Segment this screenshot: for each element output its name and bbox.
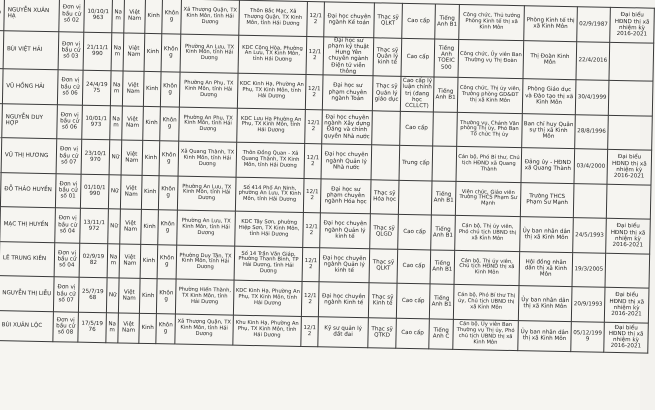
cell-theory: Cao cấp	[400, 111, 434, 146]
cell-edu: 12/12	[301, 281, 319, 316]
cell-pro: Đại học chuyên ngành Quản lý kinh tế	[320, 213, 371, 248]
cell-code: Đơn vị bầu cử số 07	[53, 277, 79, 312]
cell-ethnic: Kinh	[145, 0, 163, 33]
cell-work: Ủy ban nhân dân thị xã Kinh Môn	[520, 217, 574, 253]
cell-pro: Đại học chuyên ngành Quản lý kinh tế	[319, 247, 370, 282]
cell-address: Số 14 Trần Văn Giáp, Phường Thanh Bình, TP Hải Dương, tỉnh Hải Dương	[234, 246, 303, 282]
cell-nation: Việt Nam	[121, 140, 143, 175]
cell-party: 05/12/1999	[571, 321, 605, 352]
cell-pro: Đại học chuyên ngành Kế toán	[324, 2, 375, 37]
cell-work: Phòng Kinh tế thị xã Kinh Môn	[524, 6, 578, 42]
cell-code: Đơn vị bầu cử số 06	[57, 104, 83, 139]
cell-pro: Đại học sư phạm chuyên ngành Hóa học	[320, 178, 371, 213]
cell-address: KDC Lưu Hạ Phường An Phụ, TX Kinh Môn, tỉnh Hải Dương	[237, 108, 306, 144]
cell-ethnic: Kinh	[140, 244, 158, 279]
cell-name: VŨ THỊ HƯƠNG	[1, 138, 57, 174]
cell-edu: 12/12	[304, 143, 322, 178]
cell-sex: Nữ	[106, 278, 119, 313]
cell-birthplace: Phường An Lưu, TX Kinh Môn, tỉnh Hải Dương	[177, 176, 236, 212]
cell-dob: 24/4/1975	[82, 70, 111, 105]
cell-lang: Tiếng Anh B1	[433, 77, 458, 112]
cell-pol: Thạc sỹ Quản lý giáo dục	[372, 76, 401, 111]
cell-religion: Không	[161, 33, 181, 72]
cell-code: Đơn vị bầu cử số 01	[55, 173, 81, 208]
cell-work: Ban chỉ huy Quân sự thị xã Kinh Môn	[522, 113, 576, 149]
cell-work: Phòng Giáo dục và Đào tạo thị xã Kinh Môn	[522, 79, 576, 115]
cell-party: 03/4/2000	[574, 149, 608, 184]
cell-edu: 12/12	[302, 247, 320, 282]
cell-address: KDC Kinh Hạ, Phường An Phụ, TX Kinh Môn, tỉnh Hải Dương	[233, 280, 302, 316]
cell-birthplace: Phường An Lưu, TX Kinh Môn, tỉnh Hải Dương	[177, 210, 236, 246]
cell-theory: Cao cấp	[396, 318, 430, 349]
cell-religion: Không	[156, 279, 176, 314]
cell-sex: Nam	[107, 243, 120, 278]
cell-party: 24/5/1993	[573, 218, 607, 253]
cell-address: Thôn Đồng Quan - Xã Quang Thành, TX Kinh Môn, tỉnh Hải Dương	[236, 142, 305, 178]
cell-name: MẠC THỊ HUYỀN	[0, 207, 55, 243]
cell-dob: 17/5/1976	[78, 312, 107, 343]
cell-council: Đại biểu HĐND thị xã nhiệm kỳ 2016-2021	[604, 287, 649, 322]
cell-birthplace: Phường Duy Tân, TX Kinh Môn, tỉnh Hải Dương	[176, 245, 235, 281]
cell-lang: Tiếng Anh B1	[431, 180, 456, 215]
cell-edu: 12/12	[306, 36, 324, 75]
cell-work: Thị Đoàn Kinh Môn	[523, 40, 577, 80]
cell-nation: Việt Nam	[120, 209, 142, 244]
cell-theory: Cao cấp	[402, 3, 436, 38]
cell-ethnic: Kinh	[139, 313, 157, 343]
cell-party: 22/4/2016	[576, 41, 610, 80]
cell-address: KDC Cộng Hòa, Phường An Lưu, TX Kinh Môn, tỉnh Hải Dương	[238, 35, 307, 75]
cell-council: Đại biểu HĐND thị xã nhiệm kỳ 2016-2021	[607, 149, 652, 184]
cell-party: 20/9/1993	[571, 287, 605, 322]
cell-work: Ủy ban nhân dân thị xã Kinh Môn	[518, 286, 572, 322]
cell-nation: Việt Nam	[123, 32, 145, 71]
cell-code: Đơn vị bầu cử số 03	[58, 31, 84, 70]
cell-job: Cán bộ, Phó Bí thư Thị ủy, Chủ tịch UBND thị xã Kinh Môn	[453, 284, 519, 320]
cell-lang: Tiếng Anh C	[429, 318, 454, 348]
cell-name: LÊ TRUNG KIÊN	[0, 241, 55, 277]
cell-sex: Nữ	[108, 209, 121, 244]
cell-theory	[398, 180, 432, 215]
cell-ethnic: Kinh	[144, 33, 162, 72]
cell-religion: Không	[158, 175, 178, 210]
cell-lang: Tiếng Anh TOEIC 500	[434, 38, 459, 77]
cell-religion: Không	[160, 106, 180, 141]
cell-birthplace: Xã Thượng Quận, TX Kinh Môn, tỉnh Hải Dương	[181, 0, 240, 35]
cell-pol	[371, 145, 400, 180]
cell-council	[609, 42, 654, 81]
cell-pol	[372, 110, 401, 145]
cell-dob: 01/10/1990	[80, 174, 109, 209]
cell-dob: 10/10/1963	[84, 0, 113, 32]
cell-address: Số 414 Phố An Ninh, phường An Lưu, TX Kinh Môn, tỉnh Hải Dương	[235, 177, 304, 213]
cell-address: Khu Kinh Hạ, Phường An Phụ, TX Kinh Môn, tỉnh Hải Dương	[233, 315, 302, 346]
cell-council	[608, 80, 653, 115]
cell-lang	[432, 146, 457, 181]
cell-name: NGUYỄN XUÂN HẠ	[4, 0, 60, 31]
cell-theory: Cao cấp lý luận chính trị (đang học CCLLCT)	[400, 76, 434, 111]
cell-dob: 25/7/1968	[78, 277, 107, 312]
cell-name: NGUYỄN THỊ LIỄU	[0, 276, 54, 312]
cell-sex: Nam	[112, 0, 125, 32]
cell-lang: Tiếng Anh B1	[435, 4, 460, 39]
cell-pro: Đại học chuyên ngành Xây dựng Đảng và chính quyền Nhà nước	[322, 109, 373, 144]
cell-theory: Cao cấp	[398, 214, 432, 249]
cell-work: Ủy ban nhân dân thị xã Kinh Môn	[518, 320, 572, 351]
cell-code: Đơn vị bầu cử số 04	[55, 208, 81, 243]
cell-pro: Đại học sư phạm chuyên ngành Toán	[322, 75, 373, 110]
cell-job: Thường vụ, Chánh Văn phòng Thị ủy, Phó Ban Tổ chức Thị ủy	[457, 112, 523, 148]
cell-address: KDC Tây Sơn, phường Hiệp Sơn, TX Kinh Môn, tỉnh Hải Dương	[235, 211, 304, 247]
cell-nation: Việt Nam	[118, 278, 140, 313]
cell-party: 02/9/1987	[577, 7, 611, 42]
cell-work: Trường THCS Phạm Sư Mạnh	[520, 182, 574, 218]
cell-ethnic: Kinh	[141, 209, 159, 244]
cell-edu: 12/12	[305, 109, 323, 144]
cell-job: Công chức, Thủ tướng Phòng Kinh tế thị xã Kinh Môn	[459, 4, 525, 40]
cell-party: 28/8/1996	[575, 114, 609, 149]
cell-sex: Nam	[110, 71, 123, 106]
cell-edu: 12/12	[307, 2, 325, 37]
cell-birthplace: Phường Hiến Thành, TX Kinh Môn, tỉnh Hải Dương	[175, 279, 234, 315]
cell-code: Đơn vị bầu cử số 08	[53, 311, 79, 341]
cell-code: Đơn vị bầu cử số 07	[56, 139, 82, 174]
cell-name: NGUYỄN DUY HỢP	[2, 103, 58, 139]
cell-lang: Tiếng Anh B1	[430, 249, 455, 284]
cell-job: Cán bộ, Thị ủy viên, Phó chủ tịch UBND thị xã Kinh Môn	[455, 215, 521, 251]
cell-nation: Việt Nam	[118, 312, 140, 342]
cell-pol: Thạc sỹ Hóa học	[370, 179, 399, 214]
cell-name: ĐỖ THẢO HUYỀN	[0, 172, 56, 208]
cell-sex: Nam	[110, 105, 123, 140]
cell-dob: 21/11/1990	[83, 32, 112, 71]
cell-religion: Không	[156, 313, 176, 343]
cell-council	[605, 253, 650, 288]
cell-theory: Cao cấp	[396, 283, 430, 318]
cell-code: Đơn vị bầu cử số 04	[54, 242, 80, 277]
cell-council: Đại biểu HĐND thị xã nhiệm kỳ 2016-2021	[604, 322, 649, 353]
cell-ethnic: Kinh	[143, 71, 161, 106]
cell-birthplace: Xã Thượng Quận, TX Kinh Môn, tỉnh Hải Dương	[175, 314, 234, 345]
cell-pol: Thạc sỹ Quản lý kinh tế	[373, 37, 402, 76]
cell-theory: Cao cấp	[401, 38, 435, 77]
cell-religion: Không	[162, 0, 182, 34]
cell-dob: 10/01/1973	[82, 105, 111, 140]
cell-name: VŨ HỒNG HẢI	[2, 69, 58, 105]
cell-sex: Nam	[106, 312, 119, 342]
cell-job: Viên chức, Giáo viên Trường THCS Phạm Sư Mạnh	[455, 181, 521, 217]
cell-nation: Việt Nam	[122, 105, 144, 140]
cell-pol: Thạc sỹ Kinh tế	[368, 283, 397, 318]
cell-birthplace: Xã Quang Thành, TX Kinh Môn, tỉnh Hải Dương	[178, 141, 237, 177]
cell-pol: Thạc sỹ QTKD	[368, 317, 397, 348]
cell-edu: 12/12	[303, 178, 321, 213]
cell-birthplace: Phường An Lưu, TX Kinh Môn, tỉnh Hải Dương	[180, 34, 239, 74]
cell-council: Đại biểu HĐND thị xã nhiệm kỳ 2016-2021	[610, 7, 655, 42]
cell-nation: Việt Nam	[124, 0, 146, 33]
cell-dob: 13/11/1972	[80, 208, 109, 243]
cell-sex: Nữ	[109, 140, 122, 175]
cell-nation: Việt Nam	[120, 174, 142, 209]
cell-work: Hội đồng nhân dân thị xã Kinh Môn	[519, 251, 573, 287]
cell-religion: Không	[158, 210, 178, 245]
cell-job: Công chức, Ủy viên Ban Thường vụ Thị Đoàn	[458, 39, 524, 79]
cell-pol: Thạc sỹ QLKT	[369, 248, 398, 283]
cell-address: KDC Kinh Hạ, Phường An Phụ, TX Kinh Môn, tỉnh Hải Dương	[237, 73, 306, 109]
cell-council	[606, 184, 651, 219]
cell-name: BÙI XUÂN LỘC	[0, 310, 53, 341]
cell-religion: Không	[157, 244, 177, 279]
cell-ethnic: Kinh	[143, 106, 161, 141]
cell-edu: 12/12	[303, 212, 321, 247]
cell-pol: Thạc sỹ QLKT	[374, 3, 403, 38]
cell-dob: 02/9/1982	[79, 243, 108, 278]
cell-edu: 12/12	[301, 316, 319, 346]
cell-party: 19/3/2005	[572, 252, 606, 287]
cell-party: 30/4/1999	[575, 80, 609, 115]
cell-nation: Việt Nam	[122, 71, 144, 106]
cell-lang: Tiếng Anh B1	[429, 284, 454, 319]
cell-theory: Trung cấp	[399, 145, 433, 180]
cell-pol: Thạc sỹ QLGD	[370, 214, 399, 249]
cell-nation: Việt Nam	[119, 243, 141, 278]
cell-lang: Tiếng Anh B1	[431, 215, 456, 250]
cell-sex: Nữ	[108, 174, 121, 209]
cell-ethnic: Kinh	[142, 140, 160, 175]
cell-address: Thôn Bắc Mạc, Xã Thượng Quận, TX Kinh Môn, tỉnh Hải Dương	[239, 0, 308, 36]
cell-job: Công chức, Thị ủy viên, Trưởng phòng GD&ĐT thị xã Kinh Môn	[457, 77, 523, 113]
cell-lang	[433, 111, 458, 146]
cell-edu: 12/12	[305, 75, 323, 110]
cell-pro: Đại học sư phạm kỹ thuật Hưng Yên chuyên ngành Điện tử viễn thông	[323, 36, 374, 75]
cell-work: Đảng ủy - HĐND xã Quang Thành	[521, 148, 575, 184]
cell-code: Đơn vị bầu cử số 06	[57, 70, 83, 105]
cell-theory: Cao cấp	[397, 249, 431, 284]
cell-job: Cán bộ, Phó Bí thư, Chủ tịch HĐND xã Quang Thành	[456, 146, 522, 182]
cell-ethnic: Kinh	[139, 278, 157, 313]
cell-religion: Không	[160, 72, 180, 107]
cell-job: Cán bộ, Thị ủy viên, Chủ tịch HĐND thị xã Kinh Môn	[454, 250, 520, 286]
cell-council	[608, 115, 653, 150]
cell-council: Đại biểu HĐND thị xã nhiệm kỳ 2016-2021	[606, 218, 651, 253]
cell-sex: Nam	[111, 32, 124, 71]
cell-dob: 23/10/1970	[81, 139, 110, 174]
cell-name: BÙI VIỆT HẢI	[3, 30, 59, 70]
cell-birthplace: Phường An Phụ, TX Kinh Môn, tỉnh Hải Dương	[179, 72, 238, 108]
cell-code: Đơn vị bầu cử số 02	[59, 0, 85, 32]
cell-religion: Không	[159, 141, 179, 176]
cell-pro: Đại học chuyên ngành Kinh tế	[318, 282, 369, 317]
cell-party	[573, 183, 607, 218]
cell-pro: Kỹ sư quản lý đất đai	[318, 316, 369, 347]
cell-job: Cán bộ, Ủy viên Ban Thường vụ Thị ủy, Phó chủ tịch UBND thị xã Kinh Môn	[453, 319, 519, 350]
cell-ethnic: Kinh	[141, 175, 159, 210]
cell-birthplace: Phường An Phụ, TX Kinh Môn, tỉnh Hải Dương	[179, 107, 238, 143]
cell-pro: Đại học chuyên ngành Quản lý Nhà nước	[321, 144, 372, 179]
